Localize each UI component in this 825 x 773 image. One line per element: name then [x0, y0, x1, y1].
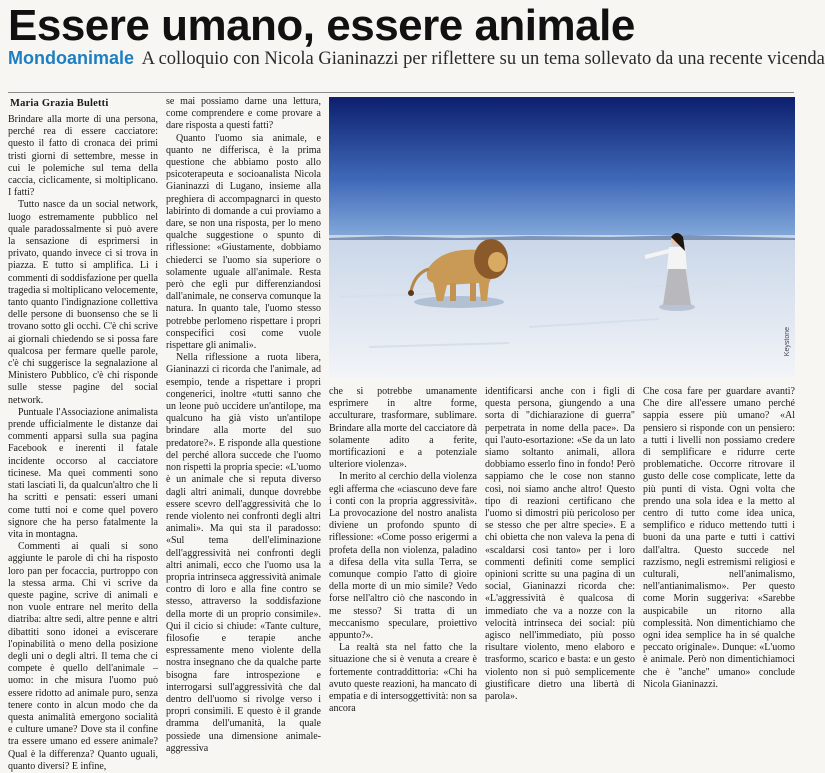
article-column-3: [329, 386, 477, 715]
paragraph: Nella riflessione a ruota libera, Gianinazzi ci ricorda che l'animale, ad esempio, tende a rispettare i propri congenerici, inoltre «tutti sanno che un leone può uccidere un'antilope, ma qualcuno ha già visto un'antilope brindare alla morte del suo predatore?». E risponde alla questione del perché allora succede che l'uomo non rispetti la propria specie: «L'uomo è un animale che si reputa diverso dagli altri animali, dunque dovrebbe essere scevro dell'aggressività che lo rende violento nei confronti degli altri animali». Ma qui sta il paradosso: «Sul tema dell'eliminazione dell'aggressività nei confronti degli altri animali, ecco che l'uomo usa la propria intrinseca aggressività animale contro di loro e alla fine contro se stesso, attraverso la soddisfazione della morte di un proprio consimile». Qui il cicio si chiude: «Tante culture, filosofie e terapie anche espressamente meno violente della nostra insegnano che da qualche parte bisogna fare introspezione e interrogarsi sull'aggressività che dal dentro dell'uomo si rivolge verso i propri consimili. E questo è il grande dramma dell'umanità, la quale possiede una dimensione animale-aggressiva: [166, 352, 321, 754]
paragraph: Puntuale l'Associazione animalista prende ufficialmente le distanze dai commenti apparsi sulla sua pagina Facebook e inerenti il fatale incidente occorso al cacciatore ticinese. Ma quei commenti sono stati lasciati lì, da qualcun'altro che li ha scritti e pensati: esseri umani come tutti noi e come quel povero signore che ha perso fatalmente la vita in montagna.: [8, 406, 158, 540]
paragraph: Brindare alla morte di una persona, perché rea di essere cacciatore: questo il fatto di cronaca dei primi tristi giorni di settembre, messe in cui le polemiche sul tema della caccia, ciclicamente, si moltiplicano. I fatti?: [8, 114, 158, 199]
paragraph: Che cosa fare per guardare avanti? Che dire all'essere umano perché sappia essere più umano? «Al pensiero si risponde con un pensiero: a tutti i livelli non possiamo credere di semplificare e ridurre certe problematiche. Occorre ritrovare il gusto delle cose complicate, lette da più punti di vista. Ogni volta che prendo una sola idea e la metto al centro di tutto come idea unica, semplifico e riduco mettendo tutti i buoni da una parte e tutti i cattivi dall'altra. Questo succede nel razzismo, negli estremismi religiosi e culturali, nell'animalismo, nell'antianimalismo». Per questo come Morin suggeriva: «Sarebbe auspicabile un ritorno alla complessità. Non dimentichiamo che ogni idea semplice ha in sé qualche peccato originale». Dunque: «L'uomo è animale. Però non dimentichiamoci che è "anche" umano» conclude Nicola Gianinazzi.: [643, 386, 795, 690]
paragraph: Commenti ai quali si sono aggiunte le parole di chi ha risposto loro pan per focaccia, purtroppo con la stessa arma. Chi vi scrive da queste pagine, scrive di animali e non vuole entrare nel merito della diatriba: altre sedi, altre penne e altri dibattiti sono idonei a eviscerare l'opinabilità o meno della posizione degli uni o degli altri. Il tema che ci compete è quello dell'animale – uomo: in che misura l'uomo può essere ridotto ad animale puro, senza tenere conto in alcun modo che da questa animalità emergono socialità e culture umane? Dove sta il confine tra essere umano ed essere animale? Qual è la differenza? Quanto uguali, quanto diversi? E infine,: [8, 541, 158, 772]
article-column-2: [166, 96, 321, 754]
photo-credit: Keystone: [784, 326, 791, 356]
headline: Essere umano, essere animale: [8, 1, 635, 50]
paragraph: se mai possiamo darne una lettura, come comprendere e come provare a dare risposta a questi fatti?: [166, 96, 321, 132]
paragraph: che si potrebbe umanamente esprimere in altre forme, acculturare, trasformare, sublimare. Brindare alla morte del cacciatore dà solamente adito a ferite, mortificazioni e a potenziale ulteriore violenza».: [329, 386, 477, 471]
lion-and-woman-illustration: [329, 97, 795, 378]
subheadline: [8, 46, 825, 71]
section-rubric: Mondoanimale: [8, 48, 135, 68]
header-rule: [8, 92, 794, 93]
article-column-1: [8, 114, 158, 772]
article-column-4: [485, 386, 635, 703]
paragraph: Tutto nasce da un social network, luogo estremamente pubblico nel quale paradossalmente si può avere la sensazione di esprimersi in privato, quando invece ci si trova in piazza. E tutto si amplifica. Li i commenti di soddisfazione per quella tragedia si moltiplicano velocemente, tanto quanto l'indignazione collettiva delle persone di buonsenso che se li trovano sotto gli occhi. C'è chi scrive ai giornali chiedendo se si possa fare qualcosa per fermare quelle parole, c'è chi suggerisce la segnalazione al Ministero Pubblico, c'è chi risponde sulle stesse pagine del social network.: [8, 199, 158, 406]
paragraph: Quanto l'uomo sia animale, e quanto ne differisca, è la prima questione che abbiamo posto allo psicoterapeuta e socioanalista Nicola Gianinazzi di Lugano, insieme alla preghiera di accompagnarci in questo labirinto di domande a cui proviamo a dare, se non una risposta, per lo meno qualche suggestione o spunto di riflessione: «Giustamente, dobbiamo chiederci se l'uomo sia superiore o solamente uguale all'animale. Resta però che egli pur differenziandosi dall'animale, ne conserva comunque la natura. In quanto tale, l'uomo stesso potrebbe perlomeno rispettare i propri conspecifici così come vuole rispettare gli animali».: [166, 132, 321, 352]
paragraph: identificarsi anche con i figli di questa persona, giungendo a una sorta di "dichiarazione di guerra" perpetrata in nome della pace». Da qui l'auto-esortazione: «Se da un lato siamo soltanto animali, allora dobbiamo esserlo fino in fondo! Però sappiamo che le cose non stanno così, noi siamo anche altro! Questo tipo di reazioni certificano che l'uomo si dimostri più pericoloso per se stesso che per altre specie». E a chi obietta che non valeva la pena di «scaldarsi così tanto» per i loro commenti definiti come semplici opinioni scritte su una pagina di un social, Gianinazzi ricorda che: «L'aggressività è qualcosa di immediato che va a nozze con la velocità intrinseca dei social: più agisco nell'immediato, più posso risultare violento, meno elaboro e trasformo, scarico e basta: e un gesto violento non si può semplicemente giustificare dietro una libertà di parola».: [485, 386, 635, 703]
article-column-5: [643, 386, 795, 690]
subheadline-text: A colloquio con Nicola Gianinazzi per riflettere su un tema sollevato da una recente vicenda: [141, 49, 825, 69]
paragraph: In merito al cerchio della violenza egli afferma che «ciascuno deve fare i conti con la propria aggressività». La provocazione del nostro analista diviene un profondo spunto di riflessione: «Come posso erigermi a profeta della non violenza, paladino a difesa della vita sulla Terra, se comunque compio l'atto di gioire della morte di un mio simile? Vedo forse nell'altro ciò che nascondo in me stesso? Si tratta di un meccanismo speculare, proiettivo appunto?».: [329, 471, 477, 642]
byline: Maria Grazia Buletti: [10, 98, 109, 109]
paragraph: La realtà sta nel fatto che la situazione che si è venuta a creare è fortemente contraddittoria: «Chi ha avuto queste reazioni, ha mancato di empatia e di intersoggettività: non sa ancora: [329, 642, 477, 715]
article-photo: [329, 97, 795, 378]
